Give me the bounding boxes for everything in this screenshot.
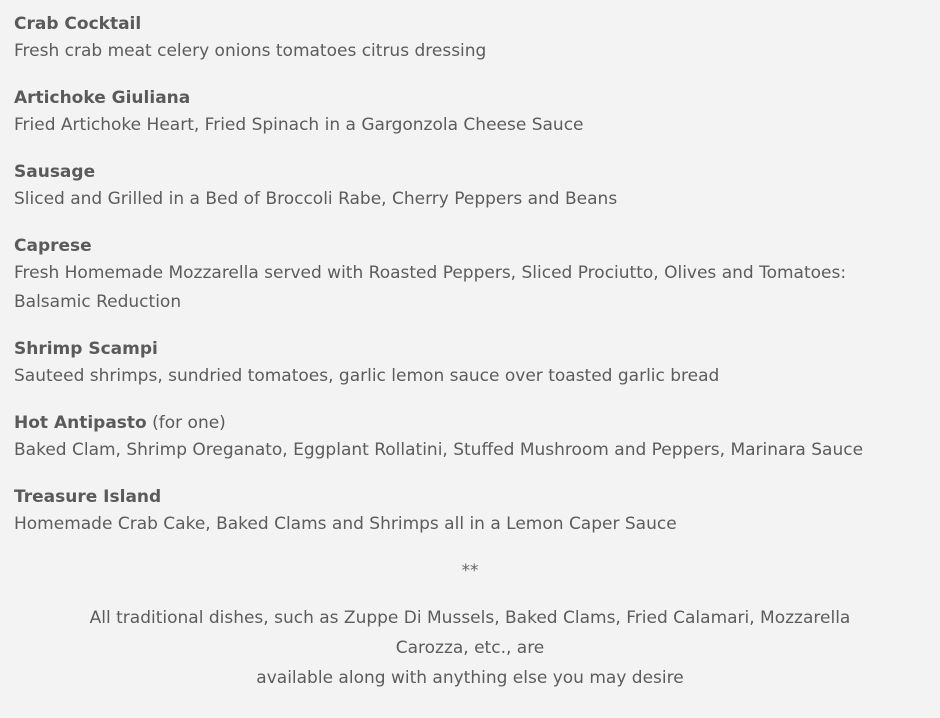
menu-item-description-line: Fresh crab meat celery onions tomatoes citrus dressing xyxy=(14,41,487,61)
menu-item-title xyxy=(14,159,926,185)
menu-item-description xyxy=(14,185,926,214)
section-separator: ** xyxy=(461,561,479,581)
menu-item-title xyxy=(14,85,926,111)
menu-item-sausage xyxy=(14,159,926,214)
menu-item-name: Artichoke Giuliana xyxy=(14,88,191,108)
menu-item-treasure-island xyxy=(14,484,926,539)
menu-item-artichoke-giuliana xyxy=(14,85,926,140)
menu-item-description-line: Fried Artichoke Heart, Fried Spinach in a Gargonzola Cheese Sauce xyxy=(14,115,584,135)
footer-note-line: available along with anything else you may desire xyxy=(256,668,684,688)
menu-item-name: Hot Antipasto xyxy=(14,413,147,433)
menu-item-title xyxy=(14,233,926,259)
menu-item-description xyxy=(14,362,926,391)
menu-item-description xyxy=(14,436,926,465)
menu-item-name: Caprese xyxy=(14,236,92,256)
menu-item-name: Sausage xyxy=(14,162,96,182)
menu-item-title xyxy=(14,11,926,37)
menu-item-caprese xyxy=(14,233,926,317)
menu-item-description-line: Sauteed shrimps, sundried tomatoes, garlic lemon sauce over toasted garlic bread xyxy=(14,366,720,386)
footer-note-line: All traditional dishes, such as Zuppe Di Mussels, Baked Clams, Fried Calamari, Mozzarella Carozza, etc., are xyxy=(89,608,851,658)
menu-item-description xyxy=(14,259,926,317)
menu-item-shrimp-scampi xyxy=(14,336,926,391)
menu-item-description-line: Baked Clam, Shrimp Oreganato, Eggplant Rollatini, Stuffed Mushroom and Peppers, Marinara Sauce xyxy=(14,440,864,460)
menu-item-title xyxy=(14,410,926,436)
menu-item-description xyxy=(14,510,926,539)
menu-item-description-line: Balsamic Reduction xyxy=(14,292,182,312)
menu-item-title xyxy=(14,484,926,510)
menu-item-name: Treasure Island xyxy=(14,487,162,507)
menu-item-description xyxy=(14,111,926,140)
traditional-dishes-note xyxy=(14,603,926,693)
menu-item-portion-note: (for one) xyxy=(146,413,226,433)
menu-item-crab-cocktail xyxy=(14,11,926,66)
menu-item-title xyxy=(14,336,926,362)
menu-item-description xyxy=(14,37,926,66)
menu-item-description-line: Homemade Crab Cake, Baked Clams and Shrimps all in a Lemon Caper Sauce xyxy=(14,514,677,534)
menu-item-description-line: Fresh Homemade Mozzarella served with Roasted Peppers, Sliced Prociutto, Olives and Tomatoes: xyxy=(14,263,847,283)
menu-item-description-line: Sliced and Grilled in a Bed of Broccoli Rabe, Cherry Peppers and Beans xyxy=(14,189,618,209)
menu-item-name: Crab Cocktail xyxy=(14,14,142,34)
menu-item-hot-antipasto xyxy=(14,410,926,465)
menu-item-name: Shrimp Scampi xyxy=(14,339,158,359)
